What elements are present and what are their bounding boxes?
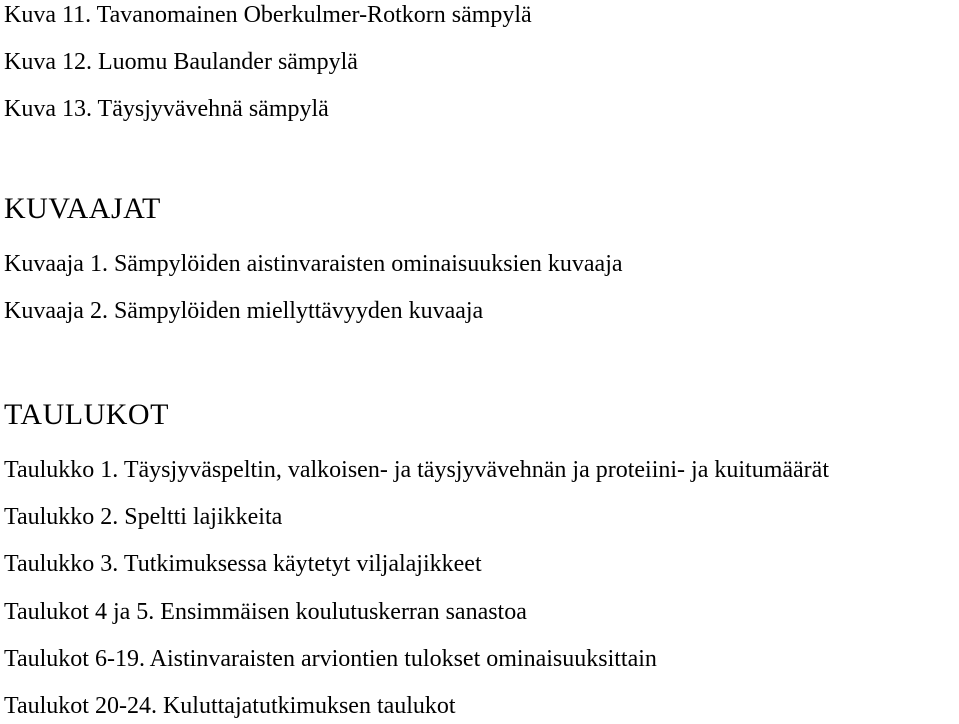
- table-list-item: Taulukot 6-19. Aistinvaraisten arviontien tulokset ominaisuuksittain: [4, 646, 657, 672]
- table-list-item: Taulukot 20-24. Kuluttajatutkimuksen taulukot: [4, 693, 456, 719]
- table-list-item: Taulukko 2. Speltti lajikkeita: [4, 504, 283, 530]
- table-list-item: Taulukko 3. Tutkimuksessa käytetyt viljalajikkeet: [4, 551, 482, 577]
- graph-list-item: Kuvaaja 1. Sämpylöiden aistinvaraisten ominaisuuksien kuvaaja: [4, 251, 623, 277]
- table-list-item: Taulukko 1. Täysjyväspeltin, valkoisen- ja täysjyvävehnän ja proteiini- ja kuitumäärät: [4, 457, 829, 483]
- graphs-heading: KUVAAJAT: [4, 192, 161, 225]
- table-list-item: Taulukot 4 ja 5. Ensimmäisen koulutuskerran sanastoa: [4, 599, 527, 625]
- tables-heading: TAULUKOT: [4, 398, 169, 431]
- figure-list-item: Kuva 12. Luomu Baulander sämpylä: [4, 49, 358, 75]
- figure-list-item: Kuva 11. Tavanomainen Oberkulmer-Rotkorn sämpylä: [4, 2, 532, 28]
- figure-list-item: Kuva 13. Täysjyvävehnä sämpylä: [4, 96, 329, 122]
- graph-list-item: Kuvaaja 2. Sämpylöiden miellyttävyyden kuvaaja: [4, 298, 484, 324]
